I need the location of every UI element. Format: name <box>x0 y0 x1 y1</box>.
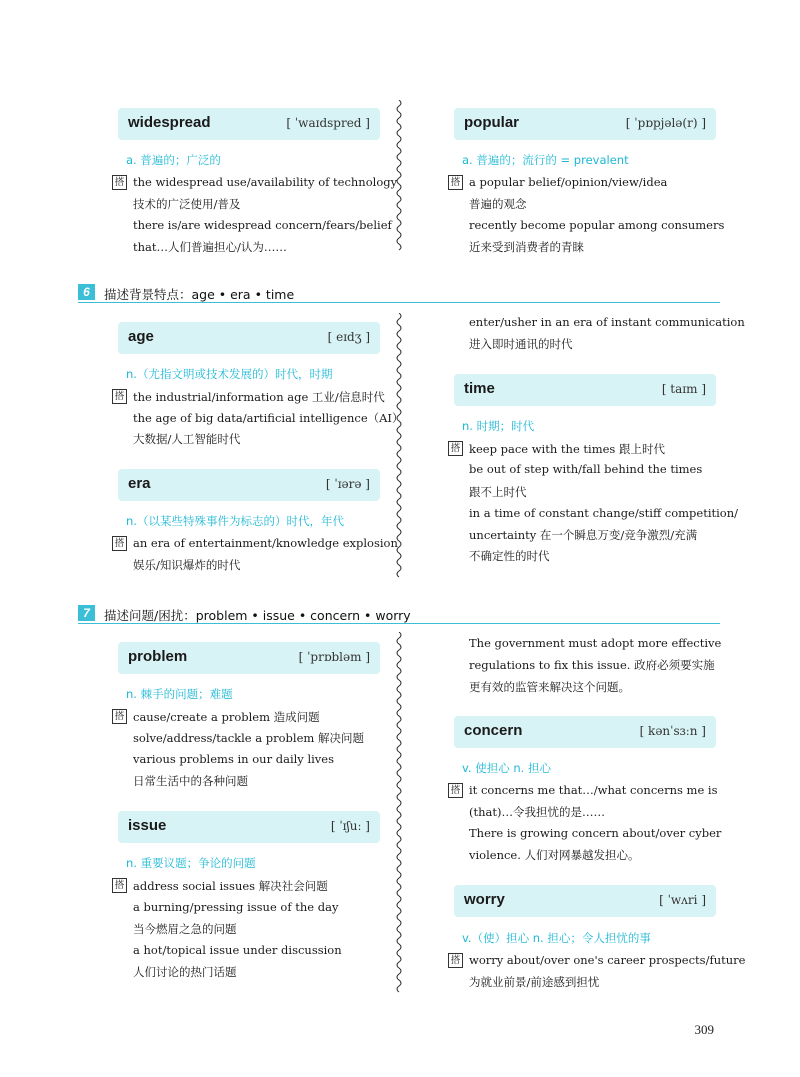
translation-line: 人们讨论的热门话题 <box>133 965 237 979</box>
collocation-marker: 搭 <box>448 953 463 968</box>
translation-line: 日常生活中的各种问题 <box>133 774 248 788</box>
section-title: 描述背景特点：age • era • time <box>104 287 295 302</box>
word-box-era <box>118 469 380 501</box>
collocation-line: the widespread use/availability of technology <box>133 175 398 189</box>
collocation-line: various problems in our daily lives <box>133 752 335 766</box>
section-title: 描述问题/困扰：problem • issue • concern • worry <box>104 608 411 623</box>
collocation-line: enter/usher in an era of instant communication <box>469 315 745 329</box>
collocation-line: uncertainty 在一个瞬息万变/竞争激烈/充满 <box>469 528 698 542</box>
headword: era <box>128 475 151 492</box>
translation-line: 跟不上时代 <box>469 485 527 499</box>
page-number: 309 <box>694 1022 714 1037</box>
translation-line: 进入即时通讯的时代 <box>469 337 573 351</box>
translation-line: 技术的广泛使用/普及 <box>133 197 241 211</box>
word-box-issue <box>118 811 380 843</box>
collocation-line: a popular belief/opinion/view/idea <box>469 175 668 189</box>
definition: a. 普遍的；流行的 = prevalent <box>462 153 629 167</box>
translation-line: 为就业前景/前途感到担忧 <box>469 975 600 989</box>
collocation-line: there is/are widespread concern/fears/belief <box>133 218 392 232</box>
definition: n.（尤指文明或技术发展的）时代，时期 <box>126 367 333 381</box>
phonetic: [ ˈɪʃuː ] <box>330 819 370 833</box>
definition: n. 重要议题；争论的问题 <box>126 856 256 870</box>
headword: age <box>128 328 154 345</box>
translation-line: 近来受到消费者的青睐 <box>469 240 584 254</box>
section-header-7 <box>78 604 720 624</box>
collocation-marker: 搭 <box>112 709 127 724</box>
section-number: 7 <box>78 605 95 621</box>
translation-line: 娱乐/知识爆炸的时代 <box>133 558 241 572</box>
collocation-line: an era of entertainment/knowledge explosion <box>133 536 398 550</box>
collocation-line: a hot/topical issue under discussion <box>133 943 342 957</box>
example-line: regulations to fix this issue. 政府必须要实施 <box>469 658 715 672</box>
collocation-line: recently become popular among consumers <box>469 218 725 232</box>
definition: v. 使担心 n. 担心 <box>462 761 551 775</box>
phonetic: [ ˈprɒbləm ] <box>298 650 370 664</box>
word-box-age <box>118 322 380 354</box>
collocation-marker: 搭 <box>112 175 127 190</box>
example-line: The government must adopt more effective <box>469 636 722 650</box>
definition: v.（使）担心 n. 担心；令人担忧的事 <box>462 931 651 945</box>
collocation-line: worry about/over one's career prospects/future <box>469 953 746 967</box>
example-line: There is growing concern about/over cyber <box>469 826 722 840</box>
definition: n.（以某些特殊事件为标志的）时代，年代 <box>126 514 344 528</box>
phonetic: [ ˈwʌri ] <box>659 893 706 907</box>
collocation-marker: 搭 <box>112 536 127 551</box>
collocation-line: the industrial/information age 工业/信息时代 <box>133 390 385 404</box>
definition: n. 时期；时代 <box>462 419 535 433</box>
section-number: 6 <box>78 284 95 300</box>
translation-line: (that)…令我担忧的是…… <box>469 805 605 819</box>
section-header-6 <box>78 283 720 303</box>
headword: widespread <box>128 114 211 131</box>
word-box-concern <box>454 716 716 748</box>
definition: n. 棘手的问题；难题 <box>126 687 233 701</box>
collocation-marker: 搭 <box>112 878 127 893</box>
word-box-popular <box>454 108 716 140</box>
phonetic: [ kənˈsɜːn ] <box>639 724 706 738</box>
definition: a. 普遍的；广泛的 <box>126 153 221 167</box>
collocation-line: be out of step with/fall behind the times <box>469 462 703 476</box>
phonetic: [ ˈɪərə ] <box>325 477 370 491</box>
collocation-line: in a time of constant change/stiff competition/ <box>469 506 739 520</box>
translation-line: 大数据/人工智能时代 <box>133 432 241 446</box>
collocation-marker: 搭 <box>448 175 463 190</box>
column-divider <box>395 313 403 579</box>
collocation-line: cause/create a problem 造成问题 <box>133 710 320 724</box>
column-divider <box>395 632 403 994</box>
headword: concern <box>464 722 523 739</box>
word-box-widespread <box>118 108 380 140</box>
phonetic: [ taɪm ] <box>661 382 706 396</box>
collocation-line: keep pace with the times 跟上时代 <box>469 442 665 456</box>
headword: problem <box>128 648 188 665</box>
collocation-marker: 搭 <box>112 389 127 404</box>
headword: worry <box>464 891 505 908</box>
collocation-line: a burning/pressing issue of the day <box>133 900 339 914</box>
collocation-line: address social issues 解决社会问题 <box>133 879 328 893</box>
word-box-problem <box>118 642 380 674</box>
phonetic: [ ˈwaɪdspred ] <box>286 116 370 130</box>
translation-line: 更有效的监管来解决这个问题。 <box>469 680 630 694</box>
headword: popular <box>464 114 519 131</box>
phonetic: [ eɪdʒ ] <box>327 330 370 344</box>
example-line: violence. 人们对网暴越发担心。 <box>469 848 640 862</box>
word-box-worry <box>454 885 716 917</box>
collocation-line: it concerns me that…/what concerns me is <box>469 783 718 797</box>
collocation-line: the age of big data/artificial intelligence（AI） <box>133 411 404 425</box>
phonetic: [ ˈpɒpjələ(r) ] <box>625 116 706 130</box>
collocation-marker: 搭 <box>448 783 463 798</box>
headword: time <box>464 380 495 397</box>
word-box-time <box>454 374 716 406</box>
collocation-marker: 搭 <box>448 441 463 456</box>
translation-line: 普遍的观念 <box>469 197 527 211</box>
column-divider <box>395 100 403 254</box>
translation-line: that…人们普遍担心/认为…… <box>133 240 287 254</box>
headword: issue <box>128 817 167 834</box>
translation-line: 当今燃眉之急的问题 <box>133 922 237 936</box>
collocation-line: solve/address/tackle a problem 解决问题 <box>133 731 364 745</box>
translation-line: 不确定性的时代 <box>469 549 550 563</box>
